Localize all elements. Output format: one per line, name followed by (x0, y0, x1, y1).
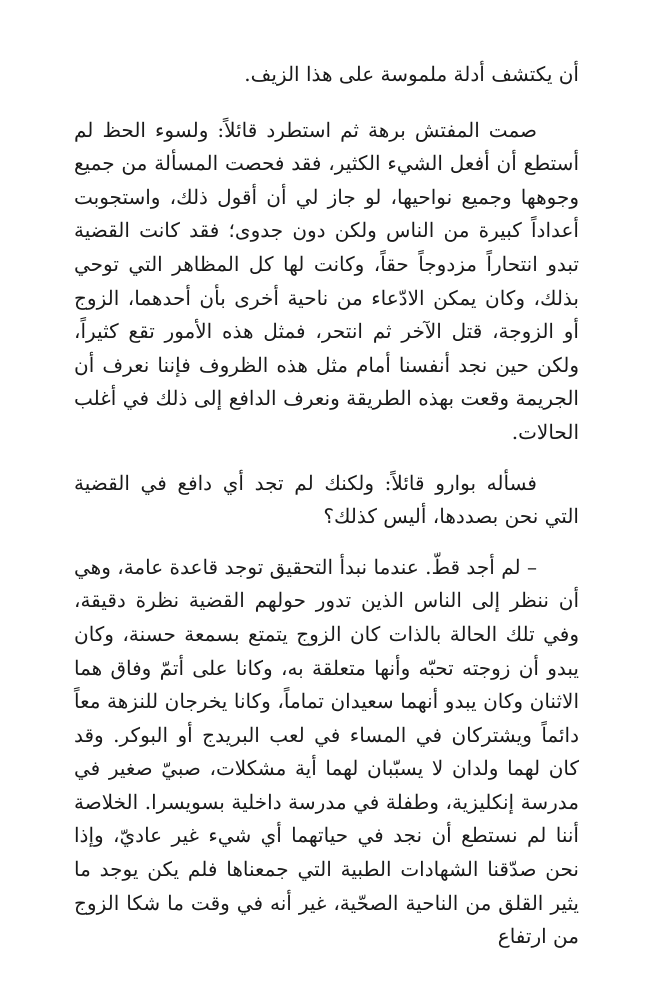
paragraph-1: أن يكتشف أدلة ملموسة على هذا الزيف. (244, 62, 579, 86)
paragraph-4: – لم أجد قطّ. عندما نبدأ التحقيق توجد قاعدة عامة، وهي أن ننظر إلى الناس الذين تدور حولهم القضية نظرة دقيقة، وفي تلك الحالة بالذات كان الزوج يتمتع بسمعة حسنة، وكان يبدو أن زوجته تحبّه وأنها متعلقة به، وكانا على أتمّ وفاق هما الاثنان وكان يبدو أنهما سعيدان تماماً، وكانا يخرجان للنزهة معاً دائماً ويشتركان في المساء في لعب البريدج أو البوكر. وقد كان لهما ولدان لا يسبّبان لهما أية مشكلات، صبيّ صغير في مدرسة إنكليزية، وطفلة في مدرسة داخلية بسويسرا. الخلاصة أننا لم نستطع أن نجد في حياتهما أي شيء غير عاديّ، وإذا نحن صدّقنا الشهادات الطبية التي جمعناها فلم يكن يوجد ما يثير القلق من الناحية الصحّية، غير أنه في وقت ما شكا الزوج من ارتفاع (74, 554, 579, 949)
page-body (74, 58, 579, 971)
paragraph-2: صمت المفتش برهة ثم استطرد قائلاً: ولسوء الحظ لم أستطع أن أفعل الشيء الكثير، فقد فحصت المسألة من جميع وجوهها وجميع نواحيها، لو جاز لي أن أقول ذلك، واستجوبت أعداداً كبيرة من الناس ولكن دون جدوى؛ فقد كانت القضية تبدو انتحاراً مزدوجاً حقاً، وكانت لها كل المظاهر التي توحي بذلك، وكان يمكن الادّعاء من ناحية أخرى بأن أحدهما، الزوج أو الزوجة، قتل الآخر ثم انتحر، فمثل هذه الأمور تقع كثيراً، ولكن حين نجد أنفسنا أمام مثل هذه الظروف فإننا نعرف أن الجريمة وقعت بهذه الطريقة ونعرف الدافع إلى ذلك في أغلب الحالات. (74, 117, 579, 444)
paragraph-3: فسأله بوارو قائلاً: ولكنك لم تجد أي دافع في القضية التي نحن بصددها، أليس كذلك؟ (74, 470, 579, 529)
